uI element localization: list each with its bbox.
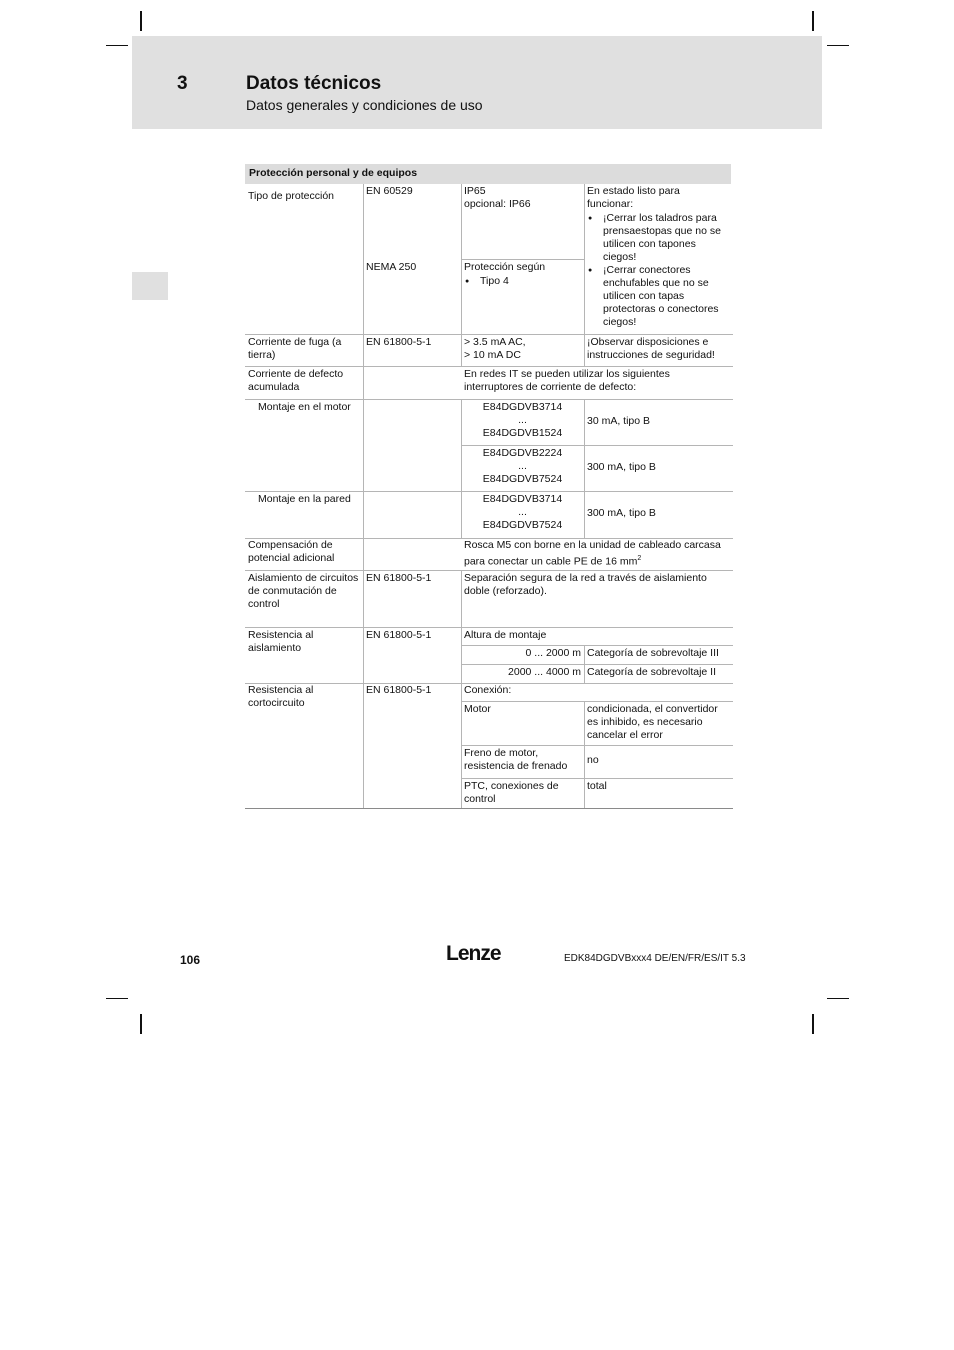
crop-mark bbox=[827, 45, 849, 46]
table-gridline bbox=[245, 538, 733, 539]
row-label-aislamiento: Aislamiento de circuitos de conmutación de control bbox=[248, 572, 359, 610]
table-gridline bbox=[461, 645, 733, 646]
device-range bbox=[461, 398, 584, 443]
overvoltage-category: Categoría de sobrevoltaje III bbox=[587, 647, 719, 659]
table-gridline bbox=[461, 445, 733, 446]
leakage-note: ¡Observar disposiciones e instrucciones de seguridad! bbox=[587, 336, 715, 361]
isolation-value: Separación segura de la red a través de aislamiento doble (reforzado). bbox=[464, 572, 707, 597]
device-range-dots: ... bbox=[518, 506, 527, 518]
chapter-subtitle: Datos generales y condiciones de uso bbox=[246, 97, 483, 113]
std-en61800: EN 61800-5-1 bbox=[366, 629, 432, 641]
std-en61800: EN 61800-5-1 bbox=[366, 684, 432, 696]
protection-note-intro: En estado listo para funcionar: bbox=[587, 185, 680, 210]
connection-label: Conexión: bbox=[464, 684, 512, 696]
mounting-altitude-label: Altura de montaje bbox=[464, 629, 547, 641]
std-en61800: EN 61800-5-1 bbox=[366, 572, 432, 584]
fault-current-value: 30 mA, tipo B bbox=[587, 415, 651, 427]
table-gridline bbox=[245, 570, 733, 571]
std-en61800: EN 61800-5-1 bbox=[366, 336, 432, 348]
table-gridline bbox=[461, 745, 733, 746]
row-label-corriente-fuga: Corriente de fuga (a tierra) bbox=[248, 336, 342, 361]
page-number: 106 bbox=[180, 953, 201, 967]
connection-brake-label: Freno de motor, resistencia de frenado bbox=[464, 747, 568, 772]
connection-motor-value: condicionada, el convertidor es inhibido, es necesario cancelar el error bbox=[587, 703, 718, 741]
altitude-range: 2000 ... 4000 m bbox=[508, 666, 581, 678]
table-gridline bbox=[461, 570, 462, 808]
ip-rating bbox=[461, 182, 584, 214]
table-gridline bbox=[245, 683, 733, 684]
table-gridline bbox=[245, 399, 733, 400]
table-gridline bbox=[245, 334, 733, 335]
fault-current-intro: En redes IT se pueden utilizar los siguientes interruptores de corriente de defecto: bbox=[464, 368, 670, 393]
connection-brake-value: no bbox=[587, 754, 599, 766]
overvoltage-category: Categoría de sobrevoltaje II bbox=[587, 666, 716, 678]
table-gridline bbox=[584, 399, 585, 539]
connection-motor-label: Motor bbox=[464, 703, 491, 715]
table-gridline bbox=[245, 366, 733, 367]
connection-ptc-value: total bbox=[587, 780, 607, 792]
leakage-current-value bbox=[461, 333, 584, 365]
table-gridline bbox=[363, 184, 364, 808]
crop-mark bbox=[812, 1014, 814, 1034]
table-gridline bbox=[461, 701, 733, 702]
compensation-value bbox=[461, 536, 731, 572]
crop-mark bbox=[140, 11, 142, 31]
ip65-text: IP65 bbox=[464, 185, 486, 197]
device-range bbox=[461, 444, 584, 489]
device-range-to: E84DGDVB7524 bbox=[482, 473, 563, 485]
table-gridline bbox=[461, 664, 733, 665]
row-label-montaje-motor: Montaje en el motor bbox=[258, 401, 351, 413]
crop-mark bbox=[812, 11, 814, 31]
table-gridline bbox=[245, 491, 733, 492]
device-range-from: E84DGDVB3714 bbox=[482, 401, 563, 413]
altitude-range: 0 ... 2000 m bbox=[525, 647, 581, 659]
device-range-dots: ... bbox=[518, 460, 527, 472]
leakage-dc-text: > 10 mA DC bbox=[464, 349, 521, 361]
nema-type-item: ● Tipo 4 bbox=[464, 275, 581, 288]
row-label-tipo-proteccion: Tipo de protección bbox=[248, 190, 334, 202]
table-gridline bbox=[584, 701, 585, 808]
std-nema250: NEMA 250 bbox=[366, 261, 417, 273]
device-range bbox=[461, 490, 584, 535]
crop-mark bbox=[140, 1014, 142, 1034]
protection-note-item: ● ¡Cerrar los taladros para prensaestopas que no se utilicen con tapones ciegos! bbox=[587, 212, 727, 264]
compensation-text: Rosca M5 con borne en la unidad de cableado carcasa para conectar un cable PE de 16 mm bbox=[464, 539, 721, 568]
table-gridline bbox=[461, 184, 462, 366]
table-gridline bbox=[245, 627, 733, 628]
nema-protection bbox=[461, 258, 584, 291]
table-title: Protección personal y de equipos bbox=[245, 164, 731, 184]
device-range-to: E84DGDVB1524 bbox=[482, 427, 563, 439]
leakage-ac-text: > 3.5 mA AC, bbox=[464, 336, 526, 348]
table-gridline bbox=[584, 184, 585, 366]
fault-current-value: 300 mA, tipo B bbox=[587, 461, 656, 473]
chapter-header-band bbox=[132, 36, 822, 129]
chapter-number: 3 bbox=[177, 73, 188, 94]
document-id: EDK84DGDVBxxx4 DE/EN/FR/ES/IT 5.3 bbox=[564, 953, 746, 964]
row-label-montaje-pared: Montaje en la pared bbox=[258, 493, 351, 505]
table-gridline bbox=[461, 259, 584, 260]
device-range-to: E84DGDVB7524 bbox=[482, 519, 563, 531]
lenze-logo: Lenze bbox=[446, 942, 501, 965]
device-range-from: E84DGDVB2224 bbox=[482, 447, 563, 459]
std-en60529: EN 60529 bbox=[366, 185, 413, 197]
device-range-from: E84DGDVB3714 bbox=[482, 493, 563, 505]
table-gridline bbox=[461, 778, 733, 779]
device-range-dots: ... bbox=[518, 414, 527, 426]
crop-mark bbox=[106, 45, 128, 46]
row-label-cortocircuito: Resistencia al cortocircuito bbox=[248, 684, 314, 709]
fault-current-value: 300 mA, tipo B bbox=[587, 507, 656, 519]
row-label-corriente-defecto: Corriente de defecto acumulada bbox=[248, 368, 344, 393]
ip66-optional-text: opcional: IP66 bbox=[464, 198, 531, 210]
superscript: 2 bbox=[637, 555, 642, 562]
row-label-compensacion: Compensación de potencial adicional bbox=[248, 539, 335, 564]
connection-ptc-label: PTC, conexiones de control bbox=[464, 780, 559, 805]
crop-mark bbox=[106, 998, 128, 999]
row-label-resistencia-aislamiento: Resistencia al aislamiento bbox=[248, 629, 314, 654]
table-bottom-rule bbox=[245, 808, 733, 809]
protection-note-item: ● ¡Cerrar conectores enchufables que no se utilicen con tapas protectoras o conectores ciegos! bbox=[587, 264, 727, 329]
table-gridline bbox=[461, 399, 462, 539]
chapter-title: Datos técnicos bbox=[246, 73, 382, 94]
crop-mark bbox=[827, 998, 849, 999]
side-tab-marker bbox=[132, 272, 168, 300]
nema-protection-text: Protección según bbox=[464, 261, 546, 273]
protection-note bbox=[584, 182, 730, 332]
